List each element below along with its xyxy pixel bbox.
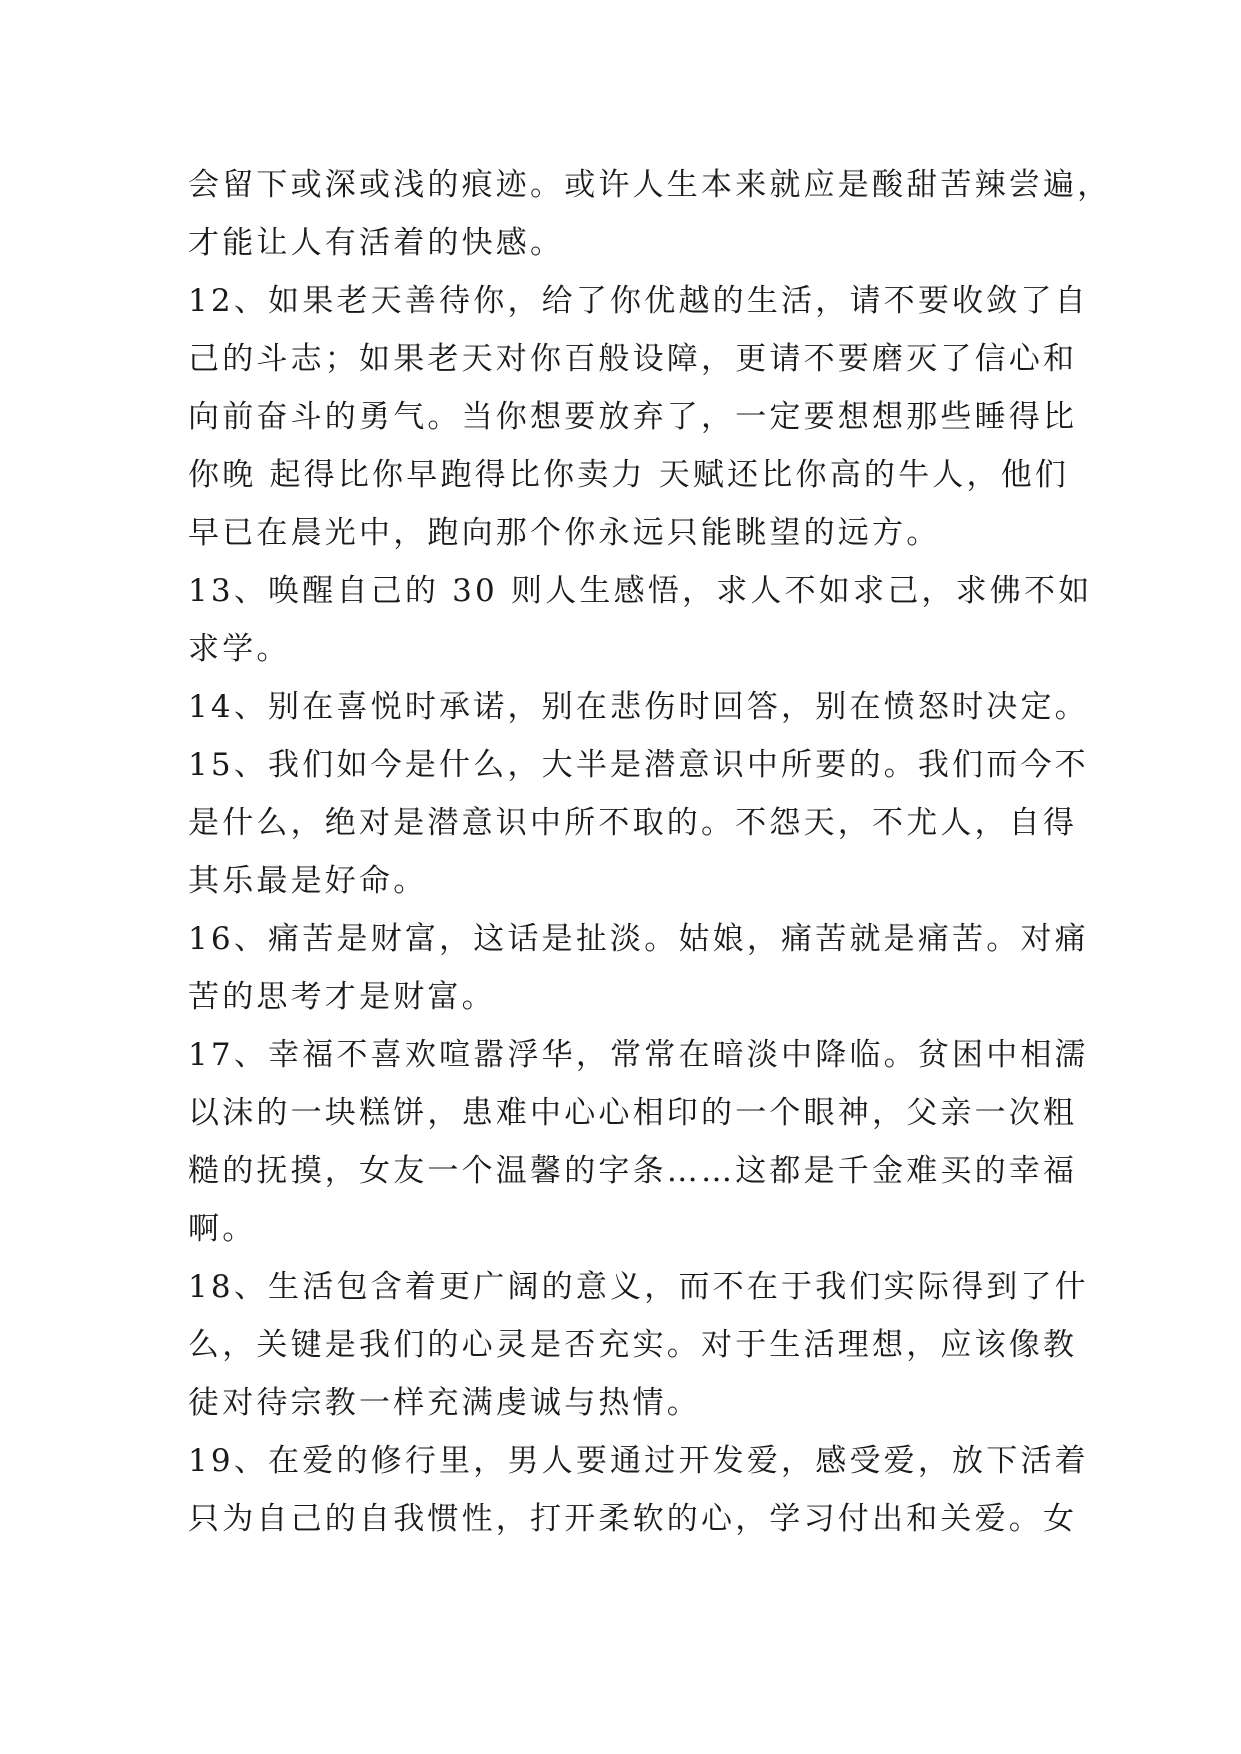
text-line: 12、如果老天善待你，给了你优越的生活，请不要收敛了自 [188,283,1089,319]
text-line: 早已在晨光中，跑向那个你永远只能眺望的远方。 [188,515,941,551]
text-line: 才能让人有活着的快感。 [188,225,565,261]
text-line: 14、别在喜悦时承诺，别在悲伤时回答，别在愤怒时决定。 [188,689,1089,725]
text-line: 么，关键是我们的心灵是否充实。对于生活理想，应该像教 [188,1327,1078,1363]
text-line: 是什么，绝对是潜意识中所不取的。不怨天，不尤人，自得 [188,805,1078,841]
text-line: 向前奋斗的勇气。当你想要放弃了，一定要想想那些睡得比 [188,399,1078,435]
text-line: 只为自己的自我惯性，打开柔软的心，学习付出和关爱。女 [188,1501,1078,1537]
text-line: 其乐最是好命。 [188,863,428,899]
text-line: 19、在爱的修行里，男人要通过开发爱，感受爱，放下活着 [188,1443,1089,1479]
text-line: 18、生活包含着更广阔的意义，而不在于我们实际得到了什 [188,1269,1089,1305]
text-line: 苦的思考才是财富。 [188,979,496,1015]
document-body [188,156,1112,1548]
text-line: 15、我们如今是什么，大半是潜意识中所要的。我们而今不 [188,747,1089,783]
text-line: 徒对待宗教一样充满虔诚与热情。 [188,1385,701,1421]
text-line: 己的斗志；如果老天对你百般设障，更请不要磨灭了信心和 [188,341,1078,377]
text-line: 啊。 [188,1211,257,1247]
text-line: 16、痛苦是财富，这话是扯淡。姑娘，痛苦就是痛苦。对痛 [188,921,1089,957]
text-line: 求学。 [188,631,291,667]
text-line: 会留下或深或浅的痕迹。或许人生本来就应是酸甜苦辣尝遍， [188,167,1112,203]
text-line: 17、幸福不喜欢喧嚣浮华，常常在暗淡中降临。贫困中相濡 [188,1037,1089,1073]
text-line: 13、唤醒自己的 30 则人生感悟，求人不如求己，求佛不如 [188,573,1093,609]
text-line: 你晚 起得比你早跑得比你卖力 天赋还比你高的牛人，他们 [188,457,1070,493]
text-line: 以沫的一块糕饼，患难中心心相印的一个眼神，父亲一次粗 [188,1095,1078,1131]
text-line: 糙的抚摸，女友一个温馨的字条……这都是千金难买的幸福 [188,1153,1078,1189]
